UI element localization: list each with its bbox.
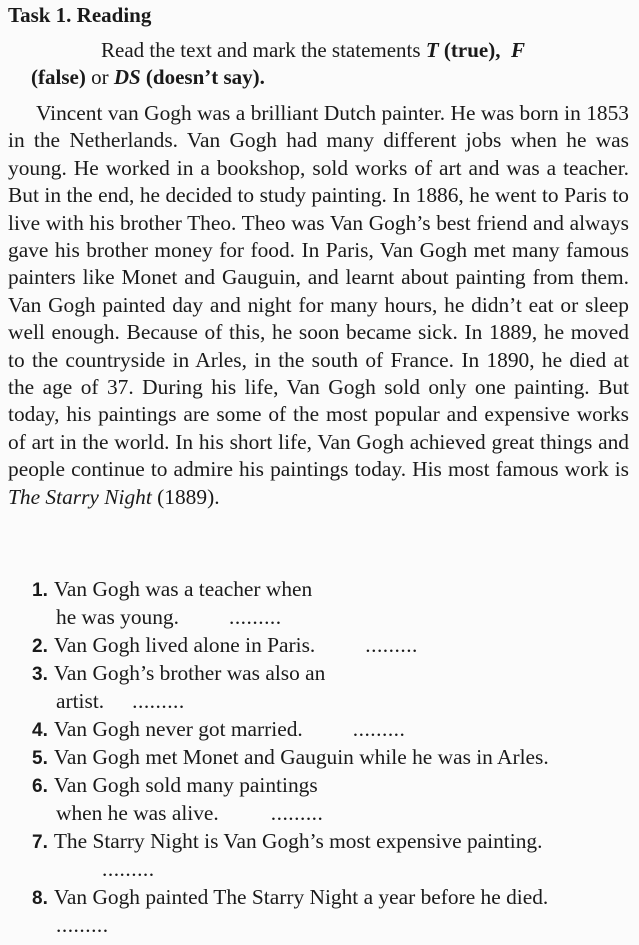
passage-text: Vincent van Gogh was a brilliant Dutch painter. He was born in 1853 in the Netherlands. Van Gogh had many different jobs when he was young. He worked in a bookshop, sold works of art and was a teacher. But in the end, he decided to study painting. In 1886, he went to Paris to live with his brother Theo. Theo was Van Gogh’s best friend and always gave his brother money for food. In Paris, Van Gogh met many famous painters like Monet and Gauguin, and learnt about painting from them. Van Gogh painted day and night for many hours, he didn’t eat or sleep well enough. Because of this, he soon became sick. In 1889, he moved to the countryside in Arles, in the south of France. In 1890, he died at the age of 37. During his life, Van Gogh sold only one painting. But today, his paintings are some of the most popular and expensive works of art in the world. In his short life, Van Gogh achieved great things and people continue to admire his paintings today. His most famous work is xyxy=(8,101,629,482)
statement-5 xyxy=(32,744,632,772)
false-label: (false) xyxy=(31,65,86,89)
ds-letters: DS xyxy=(113,65,141,89)
statement-number: 7. xyxy=(32,832,48,853)
statement-2 xyxy=(32,632,632,660)
statement-text: Van Gogh painted The Starry Night a year before he died. xyxy=(53,885,549,909)
or-word: or xyxy=(91,65,109,89)
instruction-text: Read the text and mark the statements xyxy=(101,38,426,62)
statement-number: 6. xyxy=(32,776,48,797)
reading-passage xyxy=(8,100,629,511)
statement-text: Van Gogh was a teacher when xyxy=(53,577,313,601)
statement-6 xyxy=(32,772,632,828)
answer-blank[interactable]: ......... xyxy=(352,717,406,741)
answer-blank[interactable]: ......... xyxy=(56,913,109,938)
statement-4 xyxy=(32,716,632,744)
false-letter: F xyxy=(510,38,525,62)
work-year: (1889). xyxy=(157,484,220,509)
task-title: Task 1. Reading xyxy=(8,3,152,27)
statement-text: The Starry Night is Van Gogh’s most expensive painting. xyxy=(53,829,543,853)
statement-3 xyxy=(32,660,632,716)
statement-number: 2. xyxy=(32,636,48,657)
statement-number: 8. xyxy=(32,888,48,909)
statement-text: Van Gogh met Monet and Gauguin while he was in Arles. xyxy=(53,745,549,769)
instruction xyxy=(31,37,629,91)
statement-text: Van Gogh sold many paintings xyxy=(53,773,318,797)
answer-blank[interactable]: ......... xyxy=(365,633,418,657)
statement-text: Van Gogh’s brother was also an xyxy=(53,661,326,685)
statement-text: Van Gogh lived alone in Paris. xyxy=(53,633,316,657)
statement-number: 5. xyxy=(32,748,48,769)
statement-number: 1. xyxy=(32,580,48,601)
statement-number: 4. xyxy=(32,720,48,741)
statement-text-cont: he was young. xyxy=(56,605,179,630)
statement-text-cont: artist. xyxy=(56,689,105,714)
answer-blank[interactable]: ......... xyxy=(270,801,324,826)
answer-blank[interactable]: ......... xyxy=(228,605,282,630)
statement-number: 3. xyxy=(32,664,48,685)
answer-blank[interactable]: ......... xyxy=(102,857,155,882)
statement-text: Van Gogh never got married. xyxy=(53,717,303,741)
work-title: The Starry Night xyxy=(8,484,152,509)
statement-1 xyxy=(32,576,632,632)
answer-blank[interactable]: ......... xyxy=(132,689,185,714)
true-letter: T xyxy=(425,38,439,62)
true-label: (true), xyxy=(443,38,501,62)
statement-8 xyxy=(32,884,632,940)
statement-7 xyxy=(32,828,632,884)
statement-text-cont: when he was alive. xyxy=(56,801,219,826)
doesnt-say-label: (doesn’t say). xyxy=(145,65,265,89)
